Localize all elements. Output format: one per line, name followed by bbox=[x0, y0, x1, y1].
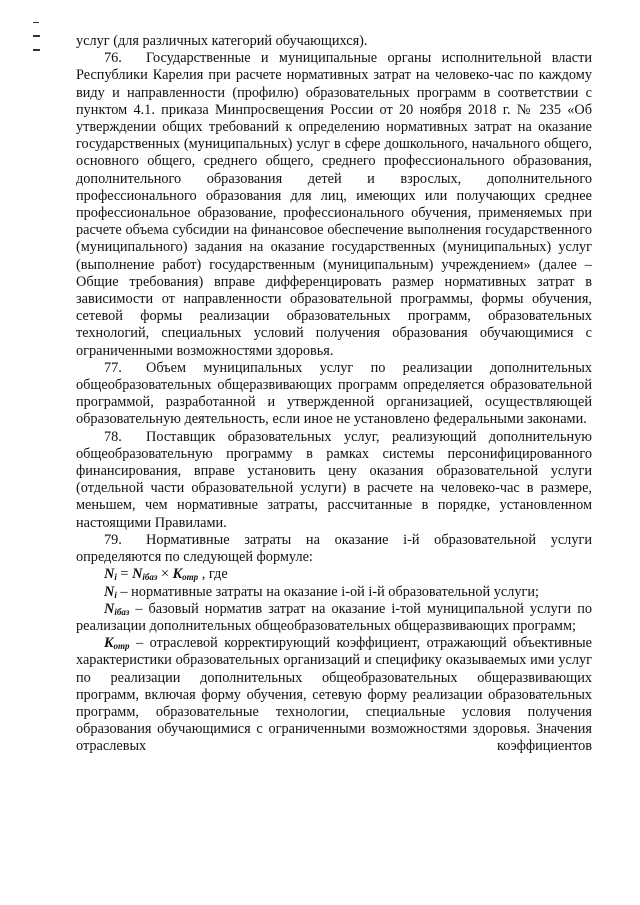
paragraph-79 bbox=[76, 532, 592, 566]
definition-symbol: $N_{iбаз}$ bbox=[104, 600, 130, 617]
formula-symbol-nbaz: $N_{iбаз}$ bbox=[132, 566, 158, 583]
paragraph-text: Объем муниципальных услуг по реализации дополнительных общеобразовательных общеразвивающих программ определяется образовательной программой, разработанной и утвержденной организацией, осуществляющей образовательную деятельность, если иное не установлено федеральными законами. bbox=[76, 359, 592, 428]
paragraph-text: Нормативные затраты на оказание i-й образовательной услуги определяются по следующей формуле: bbox=[76, 531, 592, 566]
formula bbox=[76, 566, 592, 583]
definition-n bbox=[76, 584, 592, 601]
paragraph-76 bbox=[76, 50, 592, 360]
margin-mark bbox=[33, 49, 40, 51]
paragraph-78 bbox=[76, 429, 592, 532]
paragraph-text: Поставщик образовательных услуг, реализующий дополнительную общеобразовательную программу в рамках системы персонифицированного финансирования, вправе установить цену оказания образовательной услуги (отдельной части образовательной услуги) в расчете на человеко-час в размере, меньшем, чем нормативные затраты, рассчитанные в порядке, установленном настоящими Правилами. bbox=[76, 428, 592, 531]
formula-times: × bbox=[157, 566, 173, 583]
definition-text: – базовый норматив затрат на оказание i-той муниципальной услуги по реализации дополнительных общеобразовательных общеразвивающих программ; bbox=[76, 600, 592, 634]
paragraph-text: Государственные и муниципальные органы исполнительной власти Республики Карелия при расчете нормативных затрат на человеко-час по каждому виду и направленности (профилю) образовательных программ в соответствии с пунктом 4.1. приказа Минпросвещения России от 20 ноября 2018 г. № 235 «Об утверждении общих требований к определению нормативных затрат на оказание государственных (муниципальных) услуг в сфере дошкольного, начального общего, основного общего, среднего общего, среднего профессионального образования, дополнительного образования детей и взрослых, дополнительного профессионального образования для лиц, имеющих или получающих среднее профессиональное образование, профессионального обучения, применяемых при расчете объема субсидии на финансовое обеспечение выполнения государственного (муниципального) задания на оказание государственных (муниципальных) услуг (выполнение работ) государственным (муниципальным) учреждением» (далее – Общие требования) вправе дифференцировать размер нормативных затрат в зависимости от направленности образовательной программы, формы обучения, сетевой формы реализации образовательных программ, образовательных технологий, специальных условий получения образования обучающимися с ограниченными возможностями здоровья. bbox=[76, 50, 592, 359]
margin-mark bbox=[33, 35, 40, 37]
paragraph-number: 78. bbox=[104, 428, 122, 445]
formula-symbol-n: $N_i$ bbox=[104, 566, 117, 583]
definition-nbaz bbox=[76, 601, 592, 635]
definition-symbol: $K_{отр}$ bbox=[104, 635, 130, 652]
paragraph-number: 79. bbox=[104, 531, 122, 548]
margin-marks bbox=[33, 22, 43, 63]
formula-tail: , где bbox=[198, 566, 228, 583]
definition-symbol: $N_i$ bbox=[104, 583, 117, 600]
definition-text: – нормативные затраты на оказание i-ой i-й образовательной услуги; bbox=[116, 583, 539, 600]
definition-text: – отраслевой корректирующий коэффициент, отражающий объективные характеристики образовательных организаций и специфику оказываемых ими услуг по реализации дополнительных общеобразовательных общеразвивающих программ, включая форму обучения, сетевую форму реализации образовательных программ, образовательные технологии, специальные условия получения образования обучающимися с ограниченными возможностями здоровья. Значения отраслевых коэффициентов bbox=[76, 635, 592, 755]
formula-equals: = bbox=[116, 566, 133, 583]
definition-k bbox=[76, 635, 592, 755]
paragraph-number: 77. bbox=[104, 359, 122, 376]
paragraph-77 bbox=[76, 360, 592, 429]
paragraph-continuation: услуг (для различных категорий обучающихся). bbox=[76, 33, 368, 49]
paragraph-number: 76. bbox=[104, 50, 122, 67]
formula-symbol-k: $K_{отр}$ bbox=[172, 566, 199, 583]
margin-mark bbox=[33, 22, 39, 23]
document-page bbox=[76, 33, 592, 756]
